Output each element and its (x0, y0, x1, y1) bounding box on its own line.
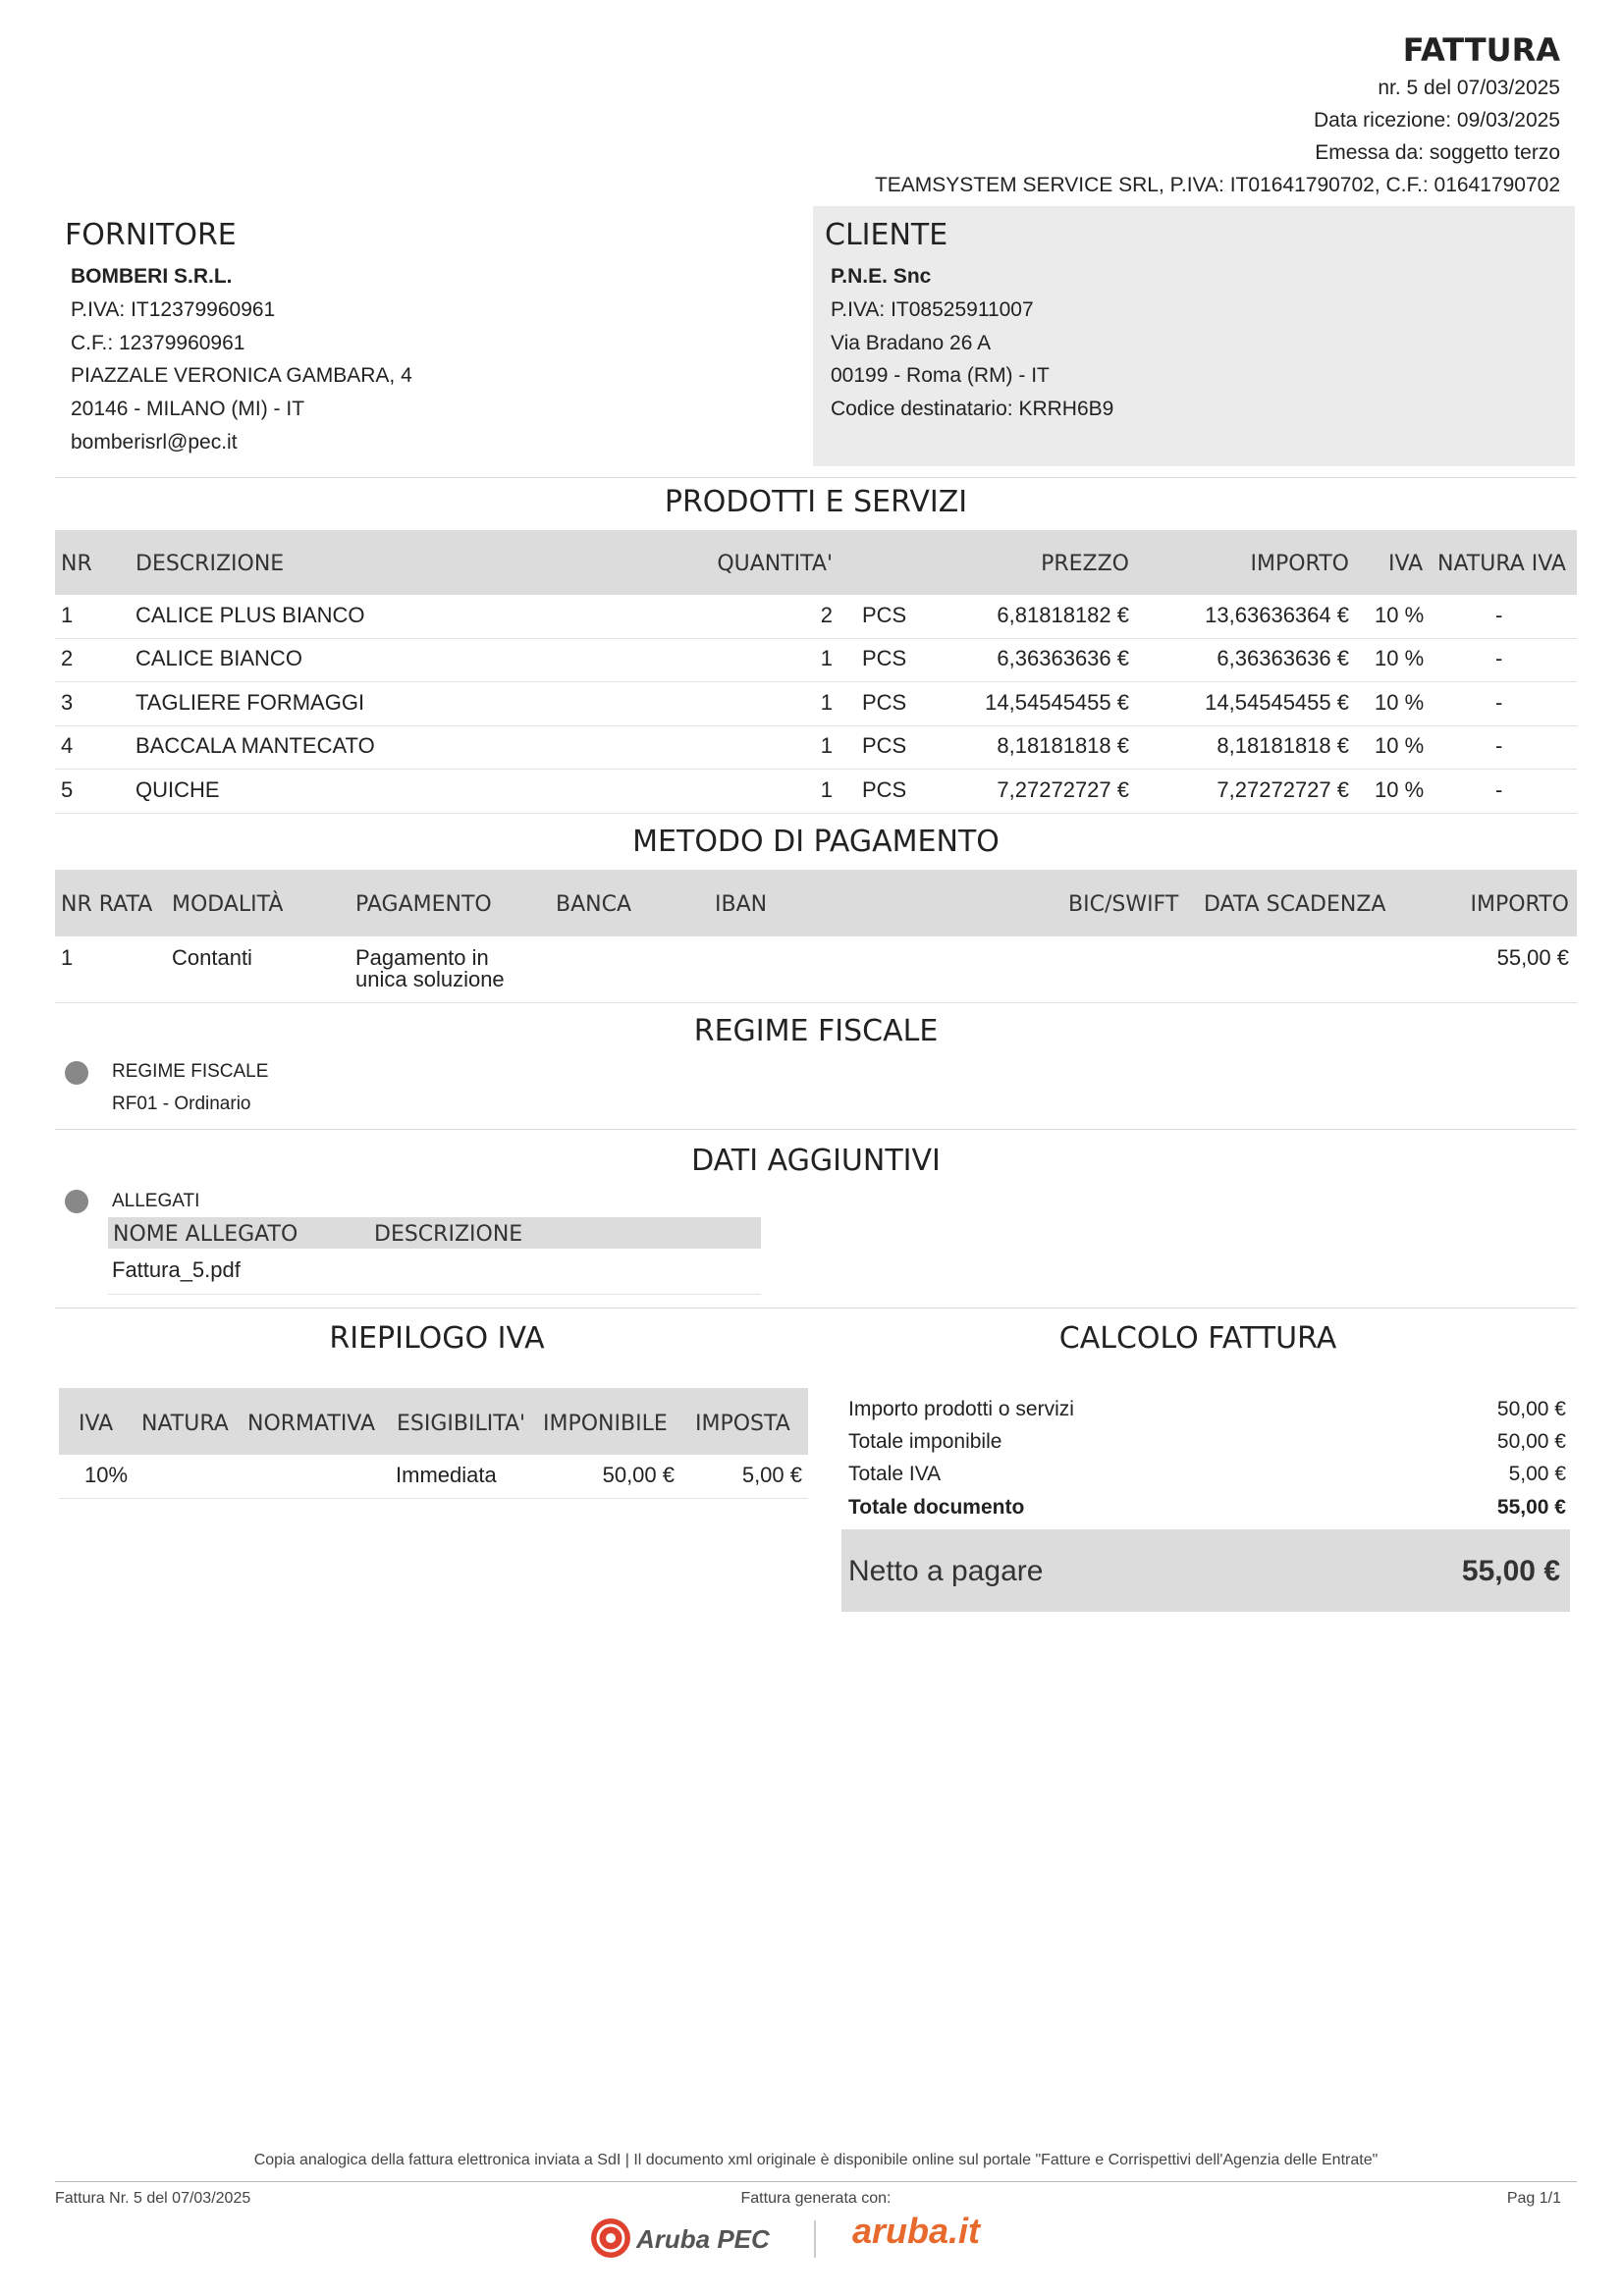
regime-value: RF01 - Ordinario (112, 1094, 251, 1114)
calc-value: 5,00 € (1508, 1463, 1566, 1485)
row-qty: 1 (820, 733, 833, 758)
row-divider (59, 1498, 808, 1499)
invoice-number: nr. 5 del 07/03/2025 (1378, 77, 1560, 99)
row-importo: 13,63636364 € (1205, 603, 1349, 627)
regime-label: REGIME FISCALE (112, 1061, 269, 1082)
footer-invoice-ref: Fattura Nr. 5 del 07/03/2025 (55, 2190, 251, 2207)
row-divider (55, 725, 1577, 726)
payment-modalita: Contanti (172, 945, 252, 970)
received-date: Data ricezione: 09/03/2025 (1313, 109, 1560, 132)
payment-method-line1: Pagamento in (355, 945, 489, 970)
supplier-email: bomberisrl@pec.it (71, 431, 238, 454)
client-heading: CLIENTE (825, 218, 948, 252)
client-recipient-code: Codice destinatario: KRRH6B9 (831, 398, 1114, 420)
row-qty: 1 (820, 690, 833, 715)
row-nr: 1 (61, 603, 74, 627)
row-prezzo: 8,18181818 € (997, 733, 1129, 758)
row-nr: 3 (61, 690, 74, 715)
col-vat-natura: NATURA (141, 1412, 229, 1436)
issuer-details: TEAMSYSTEM SERVICE SRL, P.IVA: IT01641790702, C.F.: 01641790702 (874, 174, 1560, 196)
row-iva: 10 % (1375, 690, 1425, 715)
vat-summary-title: RIEPILOGO IVA (329, 1321, 545, 1356)
row-desc: BACCALA MANTECATO (135, 733, 375, 758)
vat-esigibilita: Immediata (396, 1463, 497, 1487)
row-nr: 2 (61, 646, 74, 670)
extra-data-title: DATI AGGIUNTIVI (691, 1144, 941, 1178)
row-divider (55, 813, 1577, 814)
row-natura: - (1495, 603, 1503, 627)
payment-title: METODO DI PAGAMENTO (632, 825, 1000, 859)
col-banca: BANCA (556, 892, 632, 917)
col-prezzo: PREZZO (1041, 552, 1129, 576)
calc-label: Totale IVA (848, 1463, 942, 1485)
row-importo: 6,36363636 € (1217, 646, 1349, 670)
footer-page: Pag 1/1 (1506, 2190, 1561, 2207)
divider (55, 477, 1577, 478)
row-desc: CALICE PLUS BIANCO (135, 603, 365, 627)
col-importo-pag: IMPORTO (1470, 892, 1569, 917)
col-bic: BIC/SWIFT (1068, 892, 1179, 917)
aruba-pec-logo[interactable] (589, 2216, 785, 2260)
supplier-city: 20146 - MILANO (MI) - IT (71, 398, 305, 420)
row-natura: - (1495, 733, 1503, 758)
vat-imponibile: 50,00 € (602, 1463, 675, 1487)
col-nr-rata: NR RATA (61, 892, 153, 917)
footer-divider (55, 2181, 1577, 2182)
payment-nr: 1 (61, 945, 74, 970)
vat-rate: 10% (84, 1463, 129, 1487)
row-unit: PCS (862, 777, 907, 802)
row-natura: - (1495, 646, 1503, 670)
row-qty: 1 (820, 646, 833, 670)
row-iva: 10 % (1375, 603, 1425, 627)
supplier-name: BOMBERI S.R.L. (71, 265, 233, 288)
net-payable-value: 55,00 € (1461, 1555, 1560, 1587)
col-modalita: MODALITÀ (172, 892, 284, 917)
row-qty: 2 (820, 603, 833, 627)
row-prezzo: 14,54545455 € (985, 690, 1129, 715)
client-block (813, 206, 1575, 466)
calc-value: 55,00 € (1496, 1496, 1566, 1519)
col-scadenza: DATA SCADENZA (1204, 892, 1386, 917)
row-desc: QUICHE (135, 777, 220, 802)
bullet-icon (65, 1061, 88, 1085)
row-unit: PCS (862, 646, 907, 670)
row-iva: 10 % (1375, 777, 1425, 802)
col-vat-imponibile: IMPONIBILE (543, 1412, 668, 1436)
col-descrizione-allegato: DESCRIZIONE (374, 1222, 523, 1247)
calc-label: Importo prodotti o servizi (848, 1398, 1074, 1420)
row-divider (55, 638, 1577, 639)
col-descrizione: DESCRIZIONE (135, 552, 285, 576)
client-name: P.N.E. Snc (831, 265, 932, 288)
divider (55, 1129, 1577, 1130)
row-divider (55, 681, 1577, 682)
row-nr: 4 (61, 733, 74, 758)
vat-imposta: 5,00 € (741, 1463, 802, 1487)
row-iva: 10 % (1375, 646, 1425, 670)
supplier-heading: FORNITORE (65, 218, 237, 252)
supplier-address: PIAZZALE VERONICA GAMBARA, 4 (71, 364, 412, 387)
col-nome-allegato: NOME ALLEGATO (113, 1222, 298, 1247)
col-vat-normativa: NORMATIVA (247, 1412, 376, 1436)
net-payable-label: Netto a pagare (848, 1555, 1044, 1587)
col-quantita: QUANTITA' (717, 552, 833, 576)
col-iban: IBAN (715, 892, 768, 917)
payment-method-line2: unica soluzione (355, 967, 505, 991)
row-prezzo: 7,27272727 € (997, 777, 1129, 802)
row-desc: TAGLIERE FORMAGGI (135, 690, 365, 715)
col-pagamento: PAGAMENTO (355, 892, 492, 917)
row-unit: PCS (862, 690, 907, 715)
row-qty: 1 (820, 777, 833, 802)
row-divider (55, 1002, 1577, 1003)
footer-generated-with: Fattura generata con: (740, 2190, 892, 2207)
row-iva: 10 % (1375, 733, 1425, 758)
col-importo: IMPORTO (1250, 552, 1349, 576)
attachments-label: ALLEGATI (112, 1191, 200, 1211)
net-payable-box (841, 1529, 1570, 1612)
row-importo: 8,18181818 € (1217, 733, 1349, 758)
supplier-piva: P.IVA: IT12379960961 (71, 298, 276, 321)
attachment-filename[interactable]: Fattura_5.pdf (112, 1257, 241, 1282)
row-divider (55, 769, 1577, 770)
row-desc: CALICE BIANCO (135, 646, 302, 670)
col-vat-iva: IVA (79, 1412, 114, 1436)
payment-amount: 55,00 € (1496, 945, 1569, 970)
col-vat-esigibilita: ESIGIBILITA' (397, 1412, 526, 1436)
aruba-it-logo[interactable]: aruba.it (852, 2211, 981, 2251)
invoice-title: FATTURA (1402, 31, 1560, 69)
row-importo: 7,27272727 € (1217, 777, 1349, 802)
row-natura: - (1495, 690, 1503, 715)
col-nr: NR (61, 552, 92, 576)
bullet-icon (65, 1190, 88, 1213)
client-piva: P.IVA: IT08525911007 (831, 298, 1034, 321)
invoice-calc-title: CALCOLO FATTURA (1058, 1321, 1337, 1356)
client-city: 00199 - Roma (RM) - IT (831, 364, 1050, 387)
issued-by: Emessa da: soggetto terzo (1315, 141, 1560, 164)
row-divider (108, 1294, 761, 1295)
row-nr: 5 (61, 777, 74, 802)
calc-label: Totale imponibile (848, 1430, 1002, 1453)
supplier-cf: C.F.: 12379960961 (71, 332, 245, 354)
aruba-pec-text: Aruba PEC (636, 2224, 770, 2254)
col-vat-imposta: IMPOSTA (695, 1412, 790, 1436)
row-natura: - (1495, 777, 1503, 802)
row-prezzo: 6,36363636 € (997, 646, 1129, 670)
calc-value: 50,00 € (1496, 1430, 1566, 1453)
col-natura: NATURA IVA (1437, 552, 1566, 576)
logo-divider (814, 2220, 816, 2258)
aruba-pec-seal-icon (589, 2216, 632, 2260)
regime-title: REGIME FISCALE (693, 1014, 939, 1048)
row-prezzo: 6,81818182 € (997, 603, 1129, 627)
footer-note: Copia analogica della fattura elettronica inviata a SdI | Il documento xml originale è disponibile online sul portale "Fatture e Corrispettivi dell'Agenzia delle Entrate" (253, 2152, 1379, 2168)
row-unit: PCS (862, 603, 907, 627)
row-unit: PCS (862, 733, 907, 758)
row-importo: 14,54545455 € (1205, 690, 1349, 715)
calc-label: Totale documento (848, 1496, 1025, 1519)
products-title: PRODOTTI E SERVIZI (664, 485, 968, 519)
calc-value: 50,00 € (1496, 1398, 1566, 1420)
col-iva: IVA (1388, 552, 1424, 576)
client-address: Via Bradano 26 A (831, 332, 992, 354)
